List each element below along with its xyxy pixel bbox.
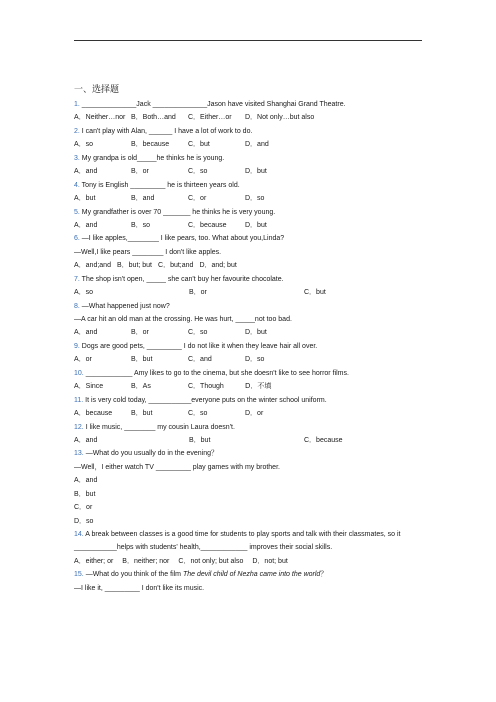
options-7: [74, 286, 434, 299]
question-text-end: ？: [320, 571, 328, 579]
options-8: [74, 326, 434, 339]
header-rule: [74, 40, 422, 41]
option-c[interactable]: C．because: [188, 221, 227, 229]
question-number: 1.: [74, 101, 80, 108]
question-number: 6.: [74, 235, 80, 243]
option-b[interactable]: B．and: [131, 195, 155, 203]
question-number: 13.: [74, 450, 84, 458]
option-b[interactable]: B．but: [131, 410, 153, 418]
question-3: [74, 152, 434, 165]
option-d[interactable]: D．so: [245, 356, 265, 364]
question-text: —I like apples,________ I like pears, too. What about you,Linda?: [81, 235, 285, 243]
option-c[interactable]: C．Either…or: [188, 114, 232, 122]
options-3: [74, 165, 434, 178]
option-d[interactable]: D．but: [245, 329, 267, 337]
options-1: [74, 111, 434, 124]
question-number: 8.: [74, 302, 80, 310]
options-2: [74, 138, 434, 151]
option-a[interactable]: A．either; or: [74, 557, 114, 565]
question-number: 14.: [74, 531, 84, 538]
option-c[interactable]: C．so: [188, 329, 208, 337]
question-text: It is very cold today, ___________everyone puts on the winter school uniform.: [85, 396, 327, 404]
question-text: —What do you think of the film: [85, 571, 183, 579]
option-b[interactable]: B．or: [131, 168, 149, 176]
film-title: The devil child of Nezha came into the world: [182, 571, 321, 579]
question-text: —What happened just now?: [81, 302, 170, 310]
question-text: ____________ Amy likes to go to the cinema, but she doesn't like to see horror films.: [85, 369, 349, 377]
option-d[interactable]: D．and; but: [199, 262, 237, 270]
options-12: [74, 434, 434, 447]
option-b[interactable]: B．but: [74, 490, 96, 498]
option-c[interactable]: C．because: [304, 436, 343, 444]
option-a[interactable]: A．or: [74, 356, 92, 364]
question-15-line-2: —I like it, _________ I don't like its music.: [74, 584, 205, 592]
question-text: The shop isn't open, _____ she can't buy her favourite chocolate.: [81, 275, 284, 283]
option-a[interactable]: A．and;and: [74, 262, 111, 270]
question-number: 5.: [74, 208, 80, 216]
question-2: [74, 125, 434, 138]
question-text: A break between classes is a good time for students to play sports and talk with their classmates, so it ___________helps with students' health,____________ improves their social skills.: [74, 531, 401, 552]
option-a[interactable]: A．and: [74, 221, 98, 229]
question-list: [74, 84, 434, 595]
question-8-line-2: —A car hit an old man at the crossing. He was hurt, _____not too bad.: [74, 316, 292, 323]
question-number: 15.: [74, 571, 84, 579]
options-10: [74, 380, 434, 393]
option-d[interactable]: D．but: [245, 168, 267, 176]
option-a[interactable]: A．but: [74, 195, 96, 203]
option-d[interactable]: D．so: [245, 195, 265, 203]
question-13-line-2: —Well，I either watch TV _________ play games with my brother.: [74, 463, 280, 471]
question-13: [74, 447, 434, 460]
question-text: Dogs are good pets, _________ I do not like it when they leave hair all over.: [81, 342, 318, 350]
question-number: 4.: [74, 181, 80, 189]
option-a[interactable]: A．Neither…nor: [74, 114, 126, 122]
option-a[interactable]: A．Since: [74, 383, 104, 391]
options-6: [74, 259, 434, 272]
question-15: [74, 568, 434, 581]
options-11: [74, 407, 434, 420]
question-text: I like music, ________ my cousin Laura doesn't.: [85, 423, 235, 431]
option-b[interactable]: B．or: [131, 329, 149, 337]
question-1: [74, 98, 434, 111]
options-5: [74, 219, 434, 232]
option-a[interactable]: A．and: [74, 168, 98, 176]
option-d[interactable]: D．not; but: [252, 557, 288, 565]
question-12: [74, 421, 434, 434]
question-4: [74, 179, 434, 192]
option-c[interactable]: C．not only; but also: [178, 557, 244, 565]
question-text: —What do you usually do in the evening？: [85, 450, 218, 458]
option-a[interactable]: A．and: [74, 329, 98, 337]
question-11: [74, 394, 434, 407]
question-number: 10.: [74, 369, 84, 377]
question-number: 9.: [74, 342, 80, 350]
options-14: [74, 555, 434, 568]
question-text: My grandpa is old_____he thinks he is young.: [81, 154, 225, 162]
option-c[interactable]: C．or: [188, 195, 207, 203]
question-number: 12.: [74, 423, 84, 431]
question-number: 2.: [74, 127, 80, 135]
option-a[interactable]: A．and: [74, 477, 98, 485]
option-c[interactable]: C．and: [188, 356, 212, 364]
question-6-line-2: —Well,I like pears ________ I don't like apples.: [74, 248, 222, 256]
option-b[interactable]: B．As: [131, 383, 151, 391]
option-c[interactable]: C．so: [188, 168, 208, 176]
question-5: [74, 206, 434, 219]
option-b[interactable]: B．but; but: [116, 262, 153, 270]
option-c[interactable]: C．Though: [188, 383, 224, 391]
option-c[interactable]: C．or: [74, 504, 93, 512]
option-c[interactable]: C．but: [188, 141, 210, 149]
option-c[interactable]: C．but: [304, 289, 326, 297]
option-d[interactable]: D．or: [245, 410, 264, 418]
question-8: [74, 300, 434, 313]
option-b[interactable]: B．because: [131, 141, 170, 149]
option-a[interactable]: A．so: [74, 289, 94, 297]
question-7: [74, 273, 434, 286]
option-a[interactable]: A．because: [74, 410, 113, 418]
option-a[interactable]: A．and: [74, 436, 98, 444]
option-d[interactable]: D．不填: [245, 382, 272, 391]
option-d[interactable]: D．Not only…but also: [245, 114, 315, 122]
option-b[interactable]: B．but: [131, 356, 153, 364]
option-d[interactable]: D．so: [74, 517, 94, 525]
question-number: 3.: [74, 154, 80, 162]
question-10: [74, 367, 434, 380]
question-6: [74, 232, 434, 245]
question-text: ______________Jack ______________Jason have visited Shanghai Grand Theatre.: [81, 101, 346, 108]
question-text: My grandfather is over 70 _______ he thinks he is very young.: [81, 208, 276, 216]
option-a[interactable]: A．so: [74, 141, 94, 149]
question-text: I can't play with Alan, ______ I have a lot of work to do.: [81, 127, 253, 135]
question-9: [74, 340, 434, 353]
option-d[interactable]: D．but: [245, 221, 267, 229]
option-b[interactable]: B．Both…and: [131, 114, 176, 122]
option-c[interactable]: C．so: [188, 410, 208, 418]
options-9: [74, 353, 434, 366]
option-b[interactable]: B．neither; nor: [122, 557, 170, 565]
option-b[interactable]: B．or: [189, 289, 207, 297]
question-number: 11.: [74, 396, 84, 404]
option-c[interactable]: C．but;and: [158, 262, 194, 270]
question-14: [74, 528, 424, 555]
options-4: [74, 192, 434, 205]
option-b[interactable]: B．so: [131, 221, 151, 229]
option-d[interactable]: D．and: [245, 141, 269, 149]
section-title: 一、选择题: [74, 85, 120, 95]
option-b[interactable]: B．but: [189, 436, 211, 444]
question-text: Tony is English _________ he is thirteen years old.: [81, 181, 240, 189]
question-number: 7.: [74, 275, 80, 283]
